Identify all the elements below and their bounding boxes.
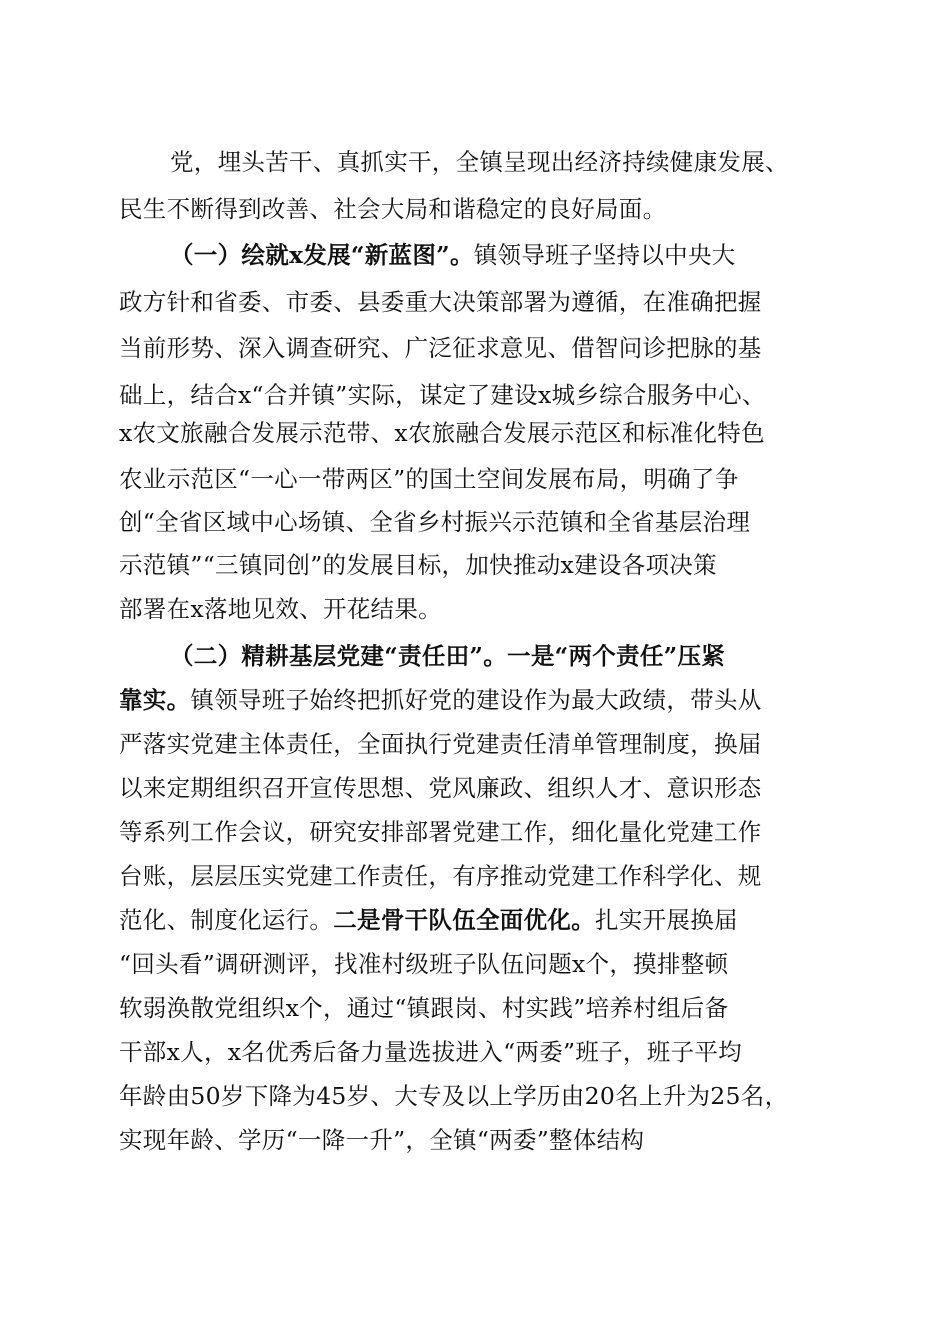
text-run: 部署在x落地见效、开花结果。 [119, 595, 442, 623]
text-run: 示范镇”“三镇同创”的发展目标，加快推动x建设各项决策 [119, 551, 717, 579]
text-run: 当前形势、深入调查研究、广泛征求意见、借智问诊把脉的基 [119, 334, 762, 362]
text-run: 干部x人，x名优秀后备力量选拔进入“两委”班子，班子平均 [119, 1038, 742, 1066]
text-run: 以来定期组织召开宣传思想、党风廉政、组织人才、意识形态 [119, 774, 762, 802]
text-run: 党，埋头苦干、真抓实干，全镇呈现出经济持续健康发展、 [170, 148, 789, 176]
text-run: 软弱涣散党组织x个，通过“镇跟岗、村实践”培养村组后备 [119, 994, 729, 1022]
text-run: 民生不断得到改善、社会大局和谐稳定的良好局面。 [119, 195, 667, 223]
text-run: 严落实党建主体责任，全面执行党建责任清单管理制度，换届 [119, 730, 762, 758]
text-run: 年龄由50岁下降为45岁、大专及以上学历由20名上升为25名， [119, 1082, 789, 1110]
section-heading: （一）绘就x发展“新蓝图”。 [170, 241, 474, 269]
text-run: 镇领导班子坚持以中央大 [473, 241, 736, 269]
text-run: 政方针和省委、市委、县委重大决策部署为遵循，在准确把握 [119, 288, 762, 316]
section-heading: （二）精耕基层党建“责任田”。一是“两个责任”压紧 [170, 642, 726, 670]
text-line [119, 861, 762, 891]
text-run: 台账，层层压实党建工作责任，有序推动党建工作科学化、规 [119, 862, 762, 890]
text-line [119, 993, 728, 1023]
text-line [119, 418, 765, 448]
text-line [119, 729, 762, 759]
text-run: 扎实开展换届 [595, 906, 738, 934]
text-line [119, 905, 738, 935]
text-line [119, 380, 766, 410]
text-line [119, 949, 728, 979]
text-run: 等系列工作会议，研究安排部署党建工作，细化量化党建工作 [119, 818, 762, 846]
text-run: 镇领导班子始终把抓好党的建设作为最大政绩，带头从 [190, 686, 762, 714]
text-line [119, 1037, 742, 1067]
text-line [119, 333, 762, 363]
text-line [119, 507, 750, 537]
text-line [119, 550, 717, 580]
text-line [119, 685, 762, 715]
text-line [119, 773, 762, 803]
text-run: x农文旅融合发展示范带、x农旅融合发展示范区和标准化特色 [119, 419, 765, 447]
text-line [119, 464, 739, 494]
text-line [119, 817, 762, 847]
text-line [119, 287, 762, 317]
section-heading-line [170, 641, 725, 671]
text-run: 范化、制度化运行。 [119, 906, 334, 934]
bold-run: 二是骨干队伍全面优化。 [333, 906, 596, 934]
text-run: 实现年龄、学历“一降一升”，全镇“两委”整体结构 [119, 1126, 645, 1154]
text-run: 础上，结合x“合并镇”实际，谋定了建设x城乡综合服务中心、 [119, 381, 766, 409]
text-run: 创“全省区域中心场镇、全省乡村振兴示范镇和全省基层治理 [119, 508, 751, 536]
text-run: “回头看”调研测评，找准村级班子队伍问题x个，摸排整顿 [119, 950, 729, 978]
bold-run: 靠实。 [119, 686, 191, 714]
text-line [170, 147, 789, 177]
text-line [119, 194, 666, 224]
text-run: 农业示范区“一心一带两区”的国土空间发展布局，明确了争 [119, 465, 739, 493]
section-heading-line [170, 240, 736, 270]
text-line [119, 594, 442, 624]
text-line [119, 1125, 644, 1155]
text-line [119, 1081, 788, 1111]
